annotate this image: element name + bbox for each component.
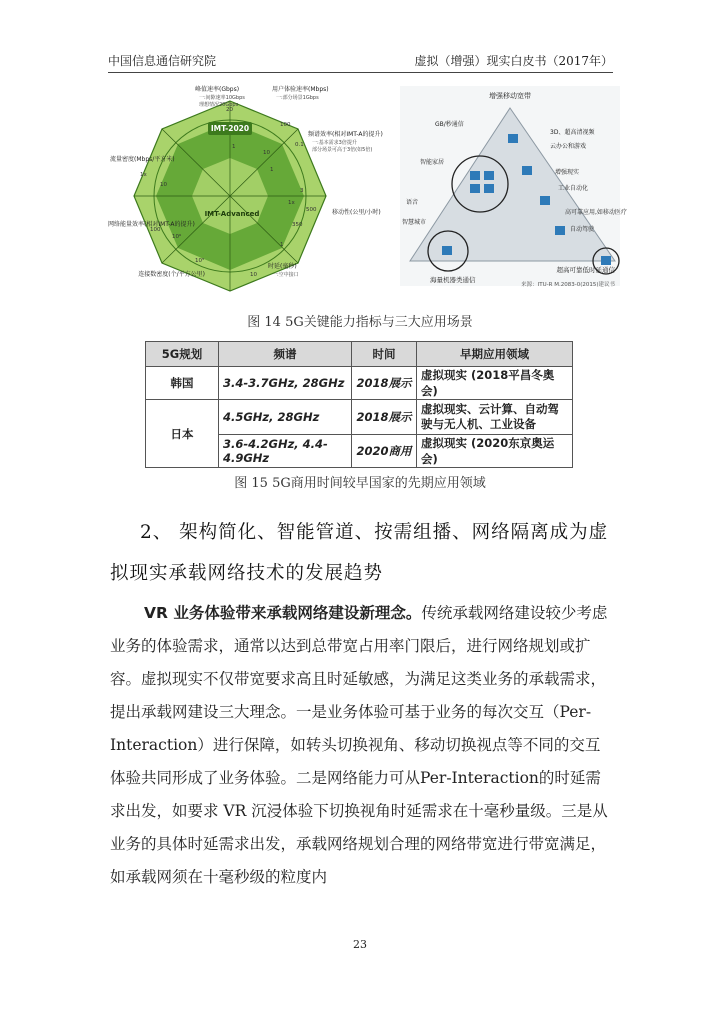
radar-axis-label: 网络能量效率(相对IMT-A的提升) — [108, 221, 195, 228]
page-number: 23 — [353, 938, 367, 951]
spectrum-table — [145, 341, 573, 468]
header-left: 中国信息通信研究院 — [108, 54, 217, 68]
pyramid-diagram — [400, 86, 627, 288]
radar-axis-note: 一:间隙速率10Gbps — [199, 95, 245, 101]
radar-tick-label: 1 — [232, 144, 236, 150]
figure-15-caption: 图 15 5G商用时间较早国家的先期应用领域 — [234, 476, 486, 491]
pyramid-label: 增强现实 — [555, 169, 580, 176]
pyramid-label: GB/秒通信 — [435, 121, 464, 128]
radar-tick-label: 1x — [140, 172, 147, 178]
radar-axis-note: 理想情况20Gbps — [199, 102, 239, 108]
pyramid-label: 3D、超高清视频 — [550, 129, 595, 136]
radar-tick-label: 3 — [300, 188, 304, 194]
figure-14-caption: 图 14 5G关键能力指标与三大应用场景 — [247, 315, 473, 330]
pyramid-label: 智慧城市 — [402, 219, 427, 226]
radar-tick-label: 10⁶ — [172, 234, 182, 240]
radar-tick-label: 10 — [263, 150, 270, 156]
radar-center-bottom: IMT-Advanced — [204, 210, 260, 218]
pyramid-label: 智能家居 — [420, 159, 445, 166]
running-header — [108, 50, 613, 73]
radar-axis-note: 一:部分场景1Gbps — [276, 95, 319, 101]
pyramid-label: 语音 — [406, 199, 419, 206]
table-row: 韩国 3.4-3.7GHz, 28GHz 2018展示 虚拟现实 (2018平昌冬奥会) — [146, 367, 573, 400]
radar-tick-label: 10⁵ — [195, 258, 205, 264]
radar-axis-label: 用户体验速率(Mbps) — [272, 86, 329, 93]
radar-axis-note: 部分场景可高于3倍(如5倍) — [312, 147, 373, 153]
radar-axis-note: 一:空中接口 — [272, 272, 299, 278]
table-header: 早期应用领域 — [417, 342, 573, 367]
section-heading-line1: 2、 架构简化、智能管道、按需组播、网络隔离成为虚 — [140, 522, 609, 543]
radar-tick-label: 20 — [226, 107, 233, 113]
body-paragraph — [110, 597, 615, 894]
radar-tick-label: 500 — [306, 207, 317, 213]
radar-tick-label: 10 — [160, 182, 167, 188]
radar-tick-label: 100 — [150, 227, 161, 233]
radar-tick-label: 100 — [280, 122, 291, 128]
radar-axis-label: 流量密度(Mbps/平方米) — [110, 156, 175, 163]
pyramid-label: 自动驾驶 — [570, 226, 595, 233]
radar-axis-label: 时延(毫秒) — [268, 263, 297, 270]
pyramid-label: 高可靠应用,如移动医疗 — [565, 209, 627, 216]
radar-axis-label: 峰值速率(Gbps) — [195, 86, 240, 93]
pyramid-label: 云办公和游戏 — [550, 143, 587, 150]
radar-tick-label: 1 — [270, 167, 274, 173]
pyramid-top: 增强移动宽带 — [489, 92, 531, 100]
radar-axis-label: 频谱效率(相对IMT-A的提升) — [308, 131, 383, 138]
pyramid-bottom-right: 超高可靠低时延通信 — [556, 266, 615, 274]
table-row: 3.6-4.2GHz, 4.4-4.9GHz 2020商用 虚拟现实 (2020东京奥运会) — [146, 435, 573, 468]
table-row: 日本 4.5GHz, 28GHz 2018展示 虚拟现实、云计算、自动驾驶与无人机、工业设备 — [146, 400, 573, 435]
radar-axis-label: 连接数密度(个/平方公里) — [138, 271, 205, 278]
radar-chart — [108, 85, 383, 291]
radar-tick-label: 350 — [292, 222, 303, 228]
table-header: 时间 — [352, 342, 417, 367]
table-header: 频谱 — [219, 342, 352, 367]
radar-tick-label: 1x — [288, 200, 295, 206]
section-heading-line2: 拟现实承载网络技术的发展趋势 — [110, 563, 384, 584]
radar-tick-label: 1 — [280, 242, 284, 248]
paragraph-lead: VR 业务体验带来承载网络建设新理念。 — [144, 604, 422, 622]
radar-axis-label: 移动性(公里/小时) — [332, 209, 381, 216]
pyramid-bottom-left: 海量机器类通信 — [430, 276, 476, 284]
radar-tick-label: 10 — [250, 272, 257, 278]
radar-axis-note: 一:基本需求3倍提升 — [312, 140, 357, 146]
pyramid-label: 工业自动化 — [558, 185, 589, 192]
radar-center-top: IMT-2020 — [210, 124, 250, 133]
radar-tick-label: 0.1 — [295, 142, 304, 148]
header-right: 虚拟（增强）现实白皮书（2017年） — [414, 54, 613, 68]
figure-14 — [100, 86, 627, 296]
table-header: 5G规划 — [146, 342, 219, 367]
pyramid-source: 来源：ITU-R M.2083-0(2015)建议书 — [521, 282, 615, 288]
paragraph-text: 传统承载网络建设较少考虑业务的体验需求，通常以达到总带宽占用率门限后，进行网络规划或扩容。虚拟现实不仅带宽要求高且时延敏感，为满足这类业务的承载需求，提出承载网建设三大理念。一是业务体验可基于业务的每次交互（Per-Interaction）进行保障，如转头切换视角、移动切换视点等不同的交互体验共同形成了业务体验。二是网络能力可从Per-Interaction的时延需求出发，如要求 VR 沉浸体验下切换视角时延需求在十毫秒量级。三是从业务的具体时延需求出发，承载网络规划合理的网络带宽进行带宽满足，如承载网须在十毫秒级的粒度内 — [110, 604, 608, 886]
